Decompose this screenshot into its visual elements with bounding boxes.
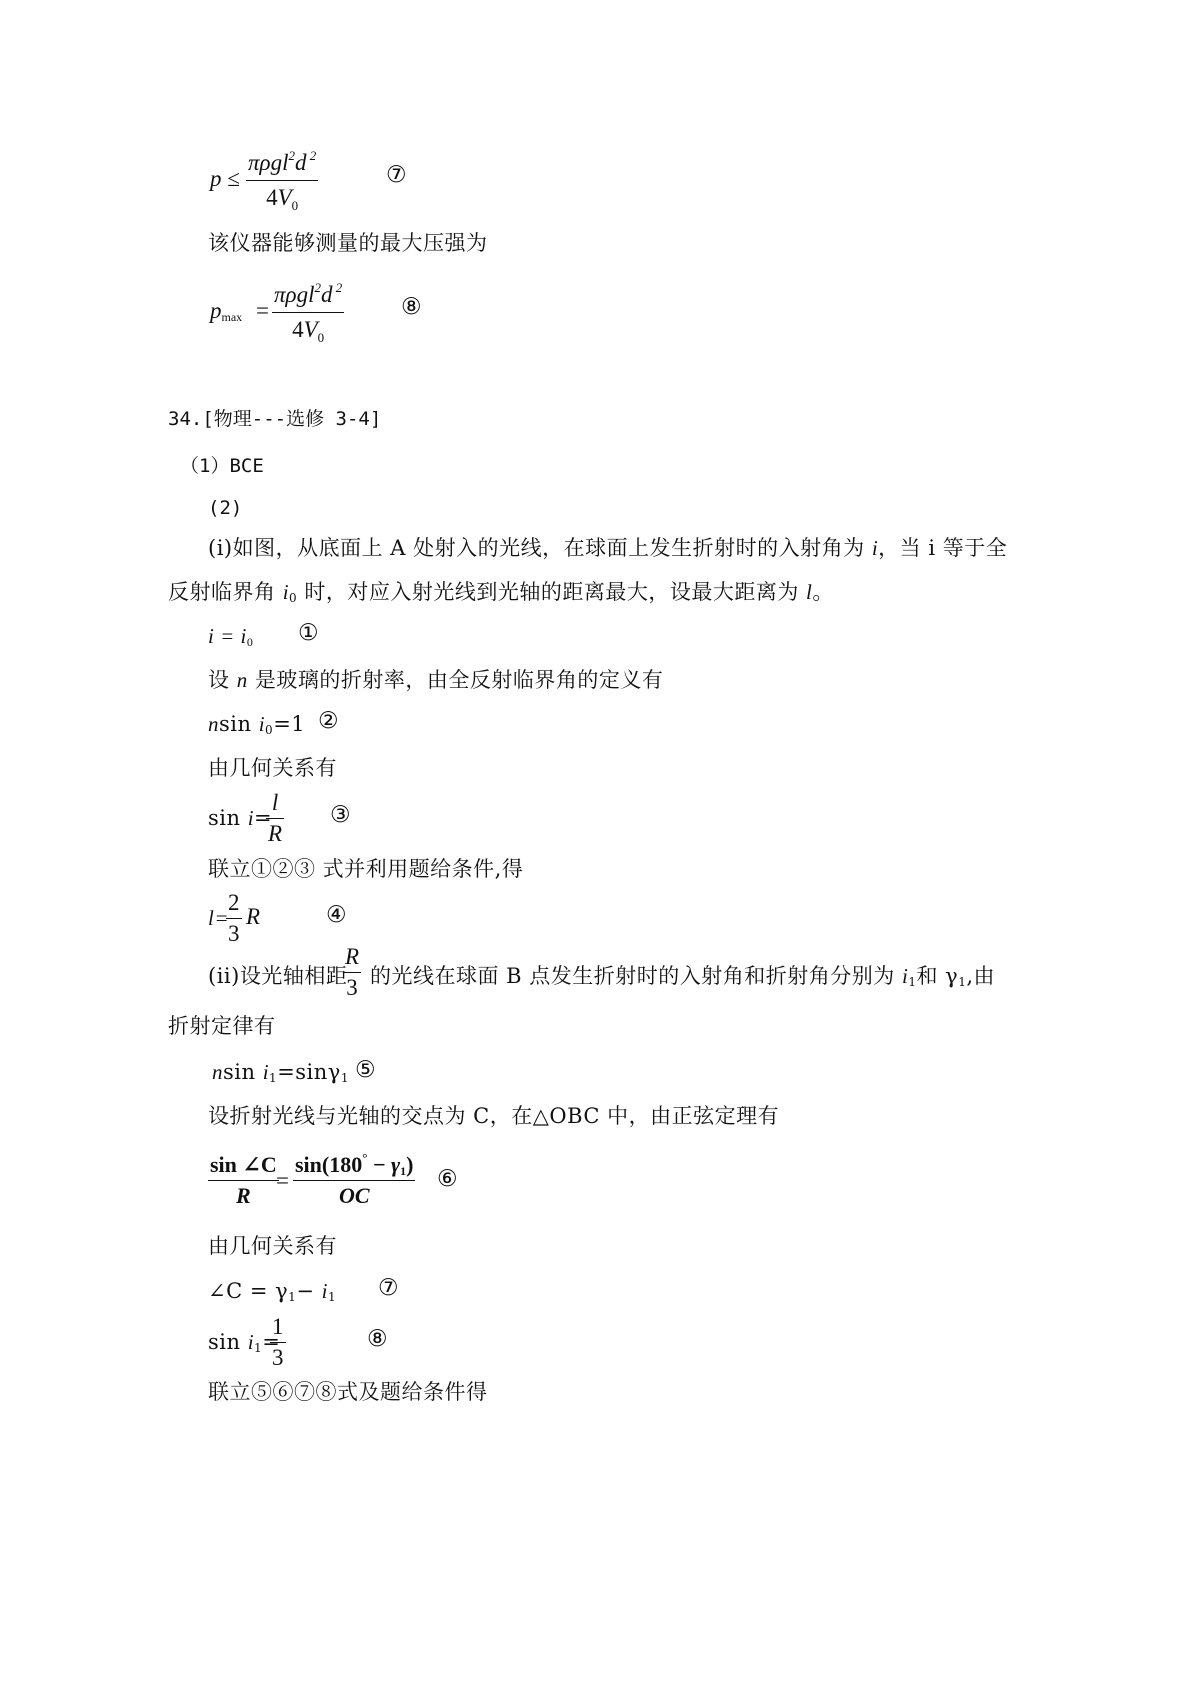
- eq4-lhs: l=: [208, 906, 230, 930]
- eq8-marker: ⑧: [367, 1326, 388, 1352]
- eq7: ∠C = $\gamma_1- i_1$: [208, 1279, 337, 1304]
- eq8-fraction: 1 3: [272, 1314, 284, 1370]
- para-ii-line1-cont: 的光线在球面 B 点发生折射时的入射角和折射角分别为 $i_1$和 $\gamma_1$,由: [370, 964, 996, 989]
- eq4-rhs: R: [246, 904, 261, 929]
- eq7-fraction: πρgl$^2$d $^2$ $4V_0$: [248, 148, 317, 213]
- eq6-left-fraction: sin ∠C R: [210, 1152, 277, 1208]
- eq2: nsin $i_0=1$: [208, 712, 306, 737]
- text-max-pressure: 该仪器能够测量的最大压强为: [208, 231, 488, 255]
- text-n-definition: 设 n 是玻璃的折射率，由全反射临界角的定义有: [208, 668, 664, 692]
- eq8-fraction: πρgl$^2$d $^2$ $4V_0$: [274, 280, 343, 345]
- eq3-lhs: sin i=: [208, 806, 273, 830]
- eq1-marker: ①: [298, 620, 319, 646]
- equation-8-top: [210, 282, 470, 354]
- eq5: nsin $i_1=\sin\gamma_1$: [212, 1060, 349, 1085]
- eq4-fraction: 2 3: [228, 890, 240, 946]
- text-combine-1: 联立①②③ 式并利用题给条件,得: [208, 857, 524, 881]
- para-ii-line2: 折射定律有: [168, 1014, 276, 1038]
- text-geometry-2: 由几何关系有: [208, 1234, 337, 1258]
- eq6-equals: =: [276, 1168, 289, 1193]
- para-i-line2: 反射临界角 $i_0$ 时，对应入射光线到光轴的距离最大，设最大距离为 l。: [168, 580, 834, 605]
- eq8-lhs: $\sin i_1=$: [208, 1330, 281, 1355]
- eq7-lhs: p ≤: [210, 166, 240, 191]
- eq7-marker: ⑦: [378, 1275, 399, 1301]
- para-ii-line1: (ii)设光轴相距: [208, 964, 348, 988]
- eq8-eq: =: [256, 298, 269, 323]
- part-1-answer: （1）BCE: [180, 455, 264, 477]
- eq5-marker: ⑤: [355, 1057, 376, 1083]
- eq8-lhs: $p_{max}$: [210, 298, 243, 324]
- eq8-top-marker: ⑧: [401, 294, 422, 320]
- para-i-line1: (i)如图，从底面上 A 处射入的光线，在球面上发生折射时的入射角为 i，当 i 等于全: [208, 536, 1008, 560]
- eq2-marker: ②: [318, 708, 339, 734]
- para-ii-fraction: R 3: [345, 944, 360, 1000]
- text-combine-2: 联立⑤⑥⑦⑧式及题给条件得: [208, 1380, 488, 1404]
- text-geometry-1: 由几何关系有: [208, 756, 337, 780]
- eq4-marker: ④: [326, 902, 347, 928]
- eq1: $i = i_0$: [208, 624, 254, 649]
- eq3-marker: ③: [330, 802, 351, 828]
- section-title: 34.[物理---选修 3-4]: [168, 408, 382, 430]
- eq6-right-fraction: $\sin(180^\circ - \gamma_1)$ OC: [295, 1150, 414, 1208]
- part-2-label: (2): [208, 497, 243, 519]
- eq3-fraction: l R: [268, 790, 283, 846]
- text-sine-rule: 设折射光线与光轴的交点为 C，在△OBC 中，由正弦定理有: [208, 1104, 780, 1128]
- eq7-top-marker: ⑦: [386, 162, 407, 188]
- eq6-marker: ⑥: [437, 1166, 458, 1192]
